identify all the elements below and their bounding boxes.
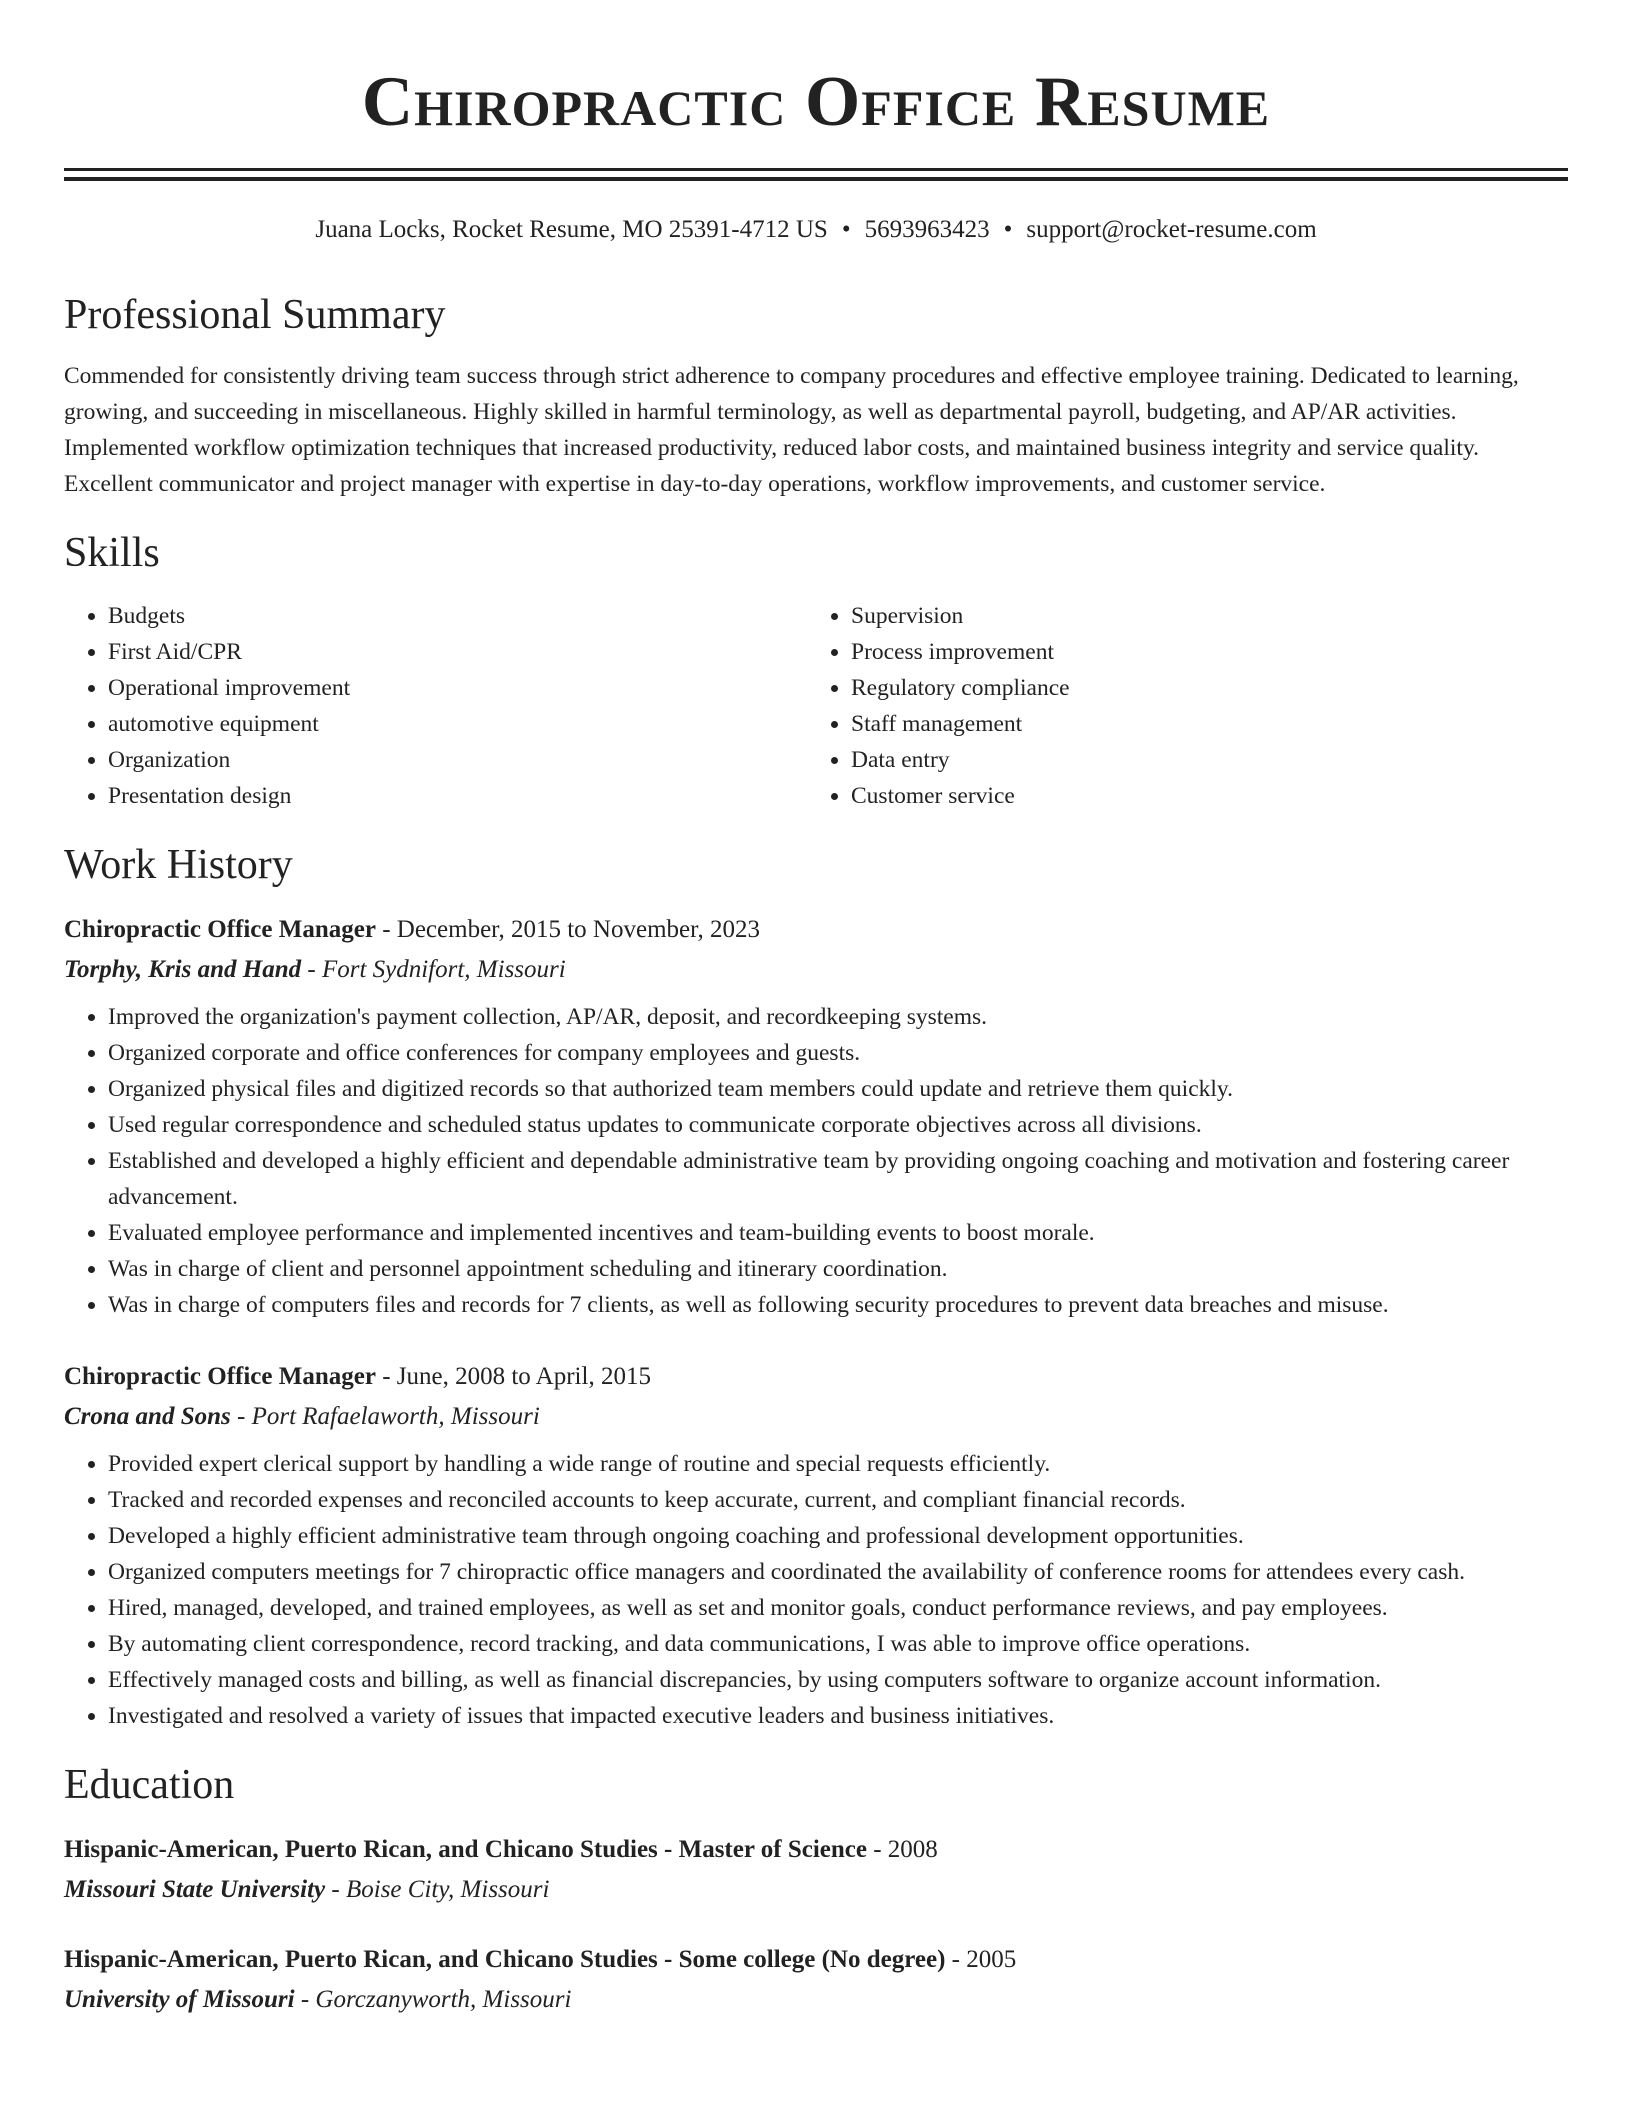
dash: - — [945, 1946, 967, 1973]
title-rule-bottom — [64, 177, 1568, 181]
skills-right-column — [807, 598, 1070, 814]
job-bullet: • Evaluated employee performance and implemented incentives and team-building events to boost morale. — [108, 1215, 1568, 1251]
contact-separator: • — [1003, 216, 1013, 243]
dash: - — [866, 1836, 888, 1863]
summary-heading: Professional Summary — [64, 292, 446, 338]
job-bullet: • Tracked and recorded expenses and reconciled accounts to keep accurate, current, and compliant financial records. — [108, 1482, 1568, 1518]
contact-line — [64, 214, 1568, 246]
job-bullet: • Was in charge of client and personnel appointment scheduling and itinerary coordination. — [108, 1251, 1568, 1287]
education-year: 2005 — [966, 1946, 1017, 1973]
skill-item: • Staff management — [851, 706, 1070, 742]
job-dates: June, 2008 to April, 2015 — [396, 1363, 651, 1390]
education-location: Boise City, Missouri — [345, 1876, 550, 1903]
job-bullet: • Provided expert clerical support by handling a wide range of routine and special requests efficiently. — [108, 1446, 1568, 1482]
job-title: Chiropractic Office Manager — [64, 916, 376, 943]
job-bullets — [64, 1446, 1568, 1734]
job-bullet: • Hired, managed, developed, and trained employees, as well as set and monitor goals, conduct performance reviews, and pay employees. — [108, 1590, 1568, 1626]
education-year: 2008 — [887, 1836, 938, 1863]
job-dates: December, 2015 to November, 2023 — [396, 916, 760, 943]
job-title-line — [64, 1357, 1568, 1397]
resume-title: Chiropractic Office Resume — [361, 63, 1271, 141]
job-entry — [64, 910, 1568, 1323]
job-bullet: • Used regular correspondence and scheduled status updates to communicate corporate objectives across all divisions. — [108, 1107, 1568, 1143]
dash: - — [294, 1986, 316, 2013]
job-company: Torphy, Kris and Hand — [64, 956, 302, 983]
summary-text: Commended for consistently driving team success through strict adherence to company procedures and effective employee training. Dedicated to learning, growing, and succeeding in miscellaneous. Highly skilled in harmful terminology, as well as departmental payroll, budgeting, and AP/AR activities. Implemented workflow optimization techniques that increased productivity, reduced labor costs, and maintained business integrity and service quality. Excellent communicator and project manager with expertise in day-to-day operations, workflow improvements, and customer service. — [64, 363, 1519, 497]
education-entry — [64, 1940, 1568, 2020]
dash: - — [325, 1876, 346, 1903]
contact-address: Juana Locks, Rocket Resume, MO 25391-4712 US — [315, 216, 828, 243]
job-bullets — [64, 999, 1568, 1323]
skill-item: • Operational improvement — [108, 670, 807, 706]
dash: - — [375, 916, 397, 943]
skill-item: • Regulatory compliance — [851, 670, 1070, 706]
job-location: Port Rafaelaworth, Missouri — [251, 1403, 540, 1430]
job-bullet: • Investigated and resolved a variety of issues that impacted executive leaders and business initiatives. — [108, 1698, 1568, 1734]
job-company: Crona and Sons — [64, 1403, 231, 1430]
job-bullet: • Developed a highly efficient administrative team through ongoing coaching and professional development opportunities. — [108, 1518, 1568, 1554]
job-company-line — [64, 950, 1568, 990]
job-location: Fort Sydnifort, Missouri — [321, 956, 566, 983]
skill-item: • Organization — [108, 742, 807, 778]
dash: - — [230, 1403, 252, 1430]
education-heading: Education — [64, 1762, 235, 1808]
job-bullet: • Improved the organization's payment collection, AP/AR, deposit, and recordkeeping systems. — [108, 999, 1568, 1035]
job-bullet: • By automating client correspondence, record tracking, and data communications, I was able to improve office operations. — [108, 1626, 1568, 1662]
education-location: Gorczanyworth, Missouri — [315, 1986, 572, 2013]
education-school: Missouri State University — [64, 1876, 326, 1903]
job-bullet: • Organized corporate and office conferences for company employees and guests. — [108, 1035, 1568, 1071]
skill-item: • Process improvement — [851, 634, 1070, 670]
education-degree-line — [64, 1940, 1568, 1980]
job-company-line — [64, 1397, 1568, 1437]
education-school-line — [64, 1980, 1568, 2020]
job-bullet: • Was in charge of computers files and records for 7 clients, as well as following security procedures to prevent data breaches and misuse. — [108, 1287, 1568, 1323]
skills-heading: Skills — [64, 530, 160, 576]
skill-item: • Budgets — [108, 598, 807, 634]
education-school: University of Missouri — [64, 1986, 295, 2013]
skills-left-column — [64, 598, 807, 814]
skill-item: • First Aid/CPR — [108, 634, 807, 670]
dash: - — [375, 1363, 397, 1390]
contact-phone: 5693963423 — [864, 216, 990, 243]
title-rule-top — [64, 168, 1568, 171]
contact-email: support@rocket-resume.com — [1026, 216, 1317, 243]
skills-columns — [64, 598, 1568, 814]
skill-item: • Data entry — [851, 742, 1070, 778]
education-degree: Hispanic-American, Puerto Rican, and Chicano Studies - Some college (No degree) — [64, 1946, 946, 1973]
job-title: Chiropractic Office Manager — [64, 1363, 376, 1390]
dash: - — [301, 956, 322, 983]
skill-item: • Presentation design — [108, 778, 807, 814]
job-entry — [64, 1357, 1568, 1734]
job-bullet: • Established and developed a highly efficient and dependable administrative team by providing ongoing coaching and motivation and fostering career advancement. — [108, 1143, 1568, 1215]
education-entry — [64, 1830, 1568, 1910]
skill-item: • Supervision — [851, 598, 1070, 634]
work-history-heading: Work History — [64, 842, 293, 888]
education-degree: Hispanic-American, Puerto Rican, and Chicano Studies - Master of Science — [64, 1836, 867, 1863]
job-bullet: • Effectively managed costs and billing, as well as financial discrepancies, by using computers software to organize account information. — [108, 1662, 1568, 1698]
job-bullet: • Organized computers meetings for 7 chiropractic office managers and coordinated the availability of conference rooms for attendees every cash. — [108, 1554, 1568, 1590]
education-school-line — [64, 1870, 1568, 1910]
skill-item: • Customer service — [851, 778, 1070, 814]
education-degree-line — [64, 1830, 1568, 1870]
job-title-line — [64, 910, 1568, 950]
contact-separator: • — [841, 216, 851, 243]
job-bullet: • Organized physical files and digitized records so that authorized team members could update and retrieve them quickly. — [108, 1071, 1568, 1107]
skill-item: • automotive equipment — [108, 706, 807, 742]
